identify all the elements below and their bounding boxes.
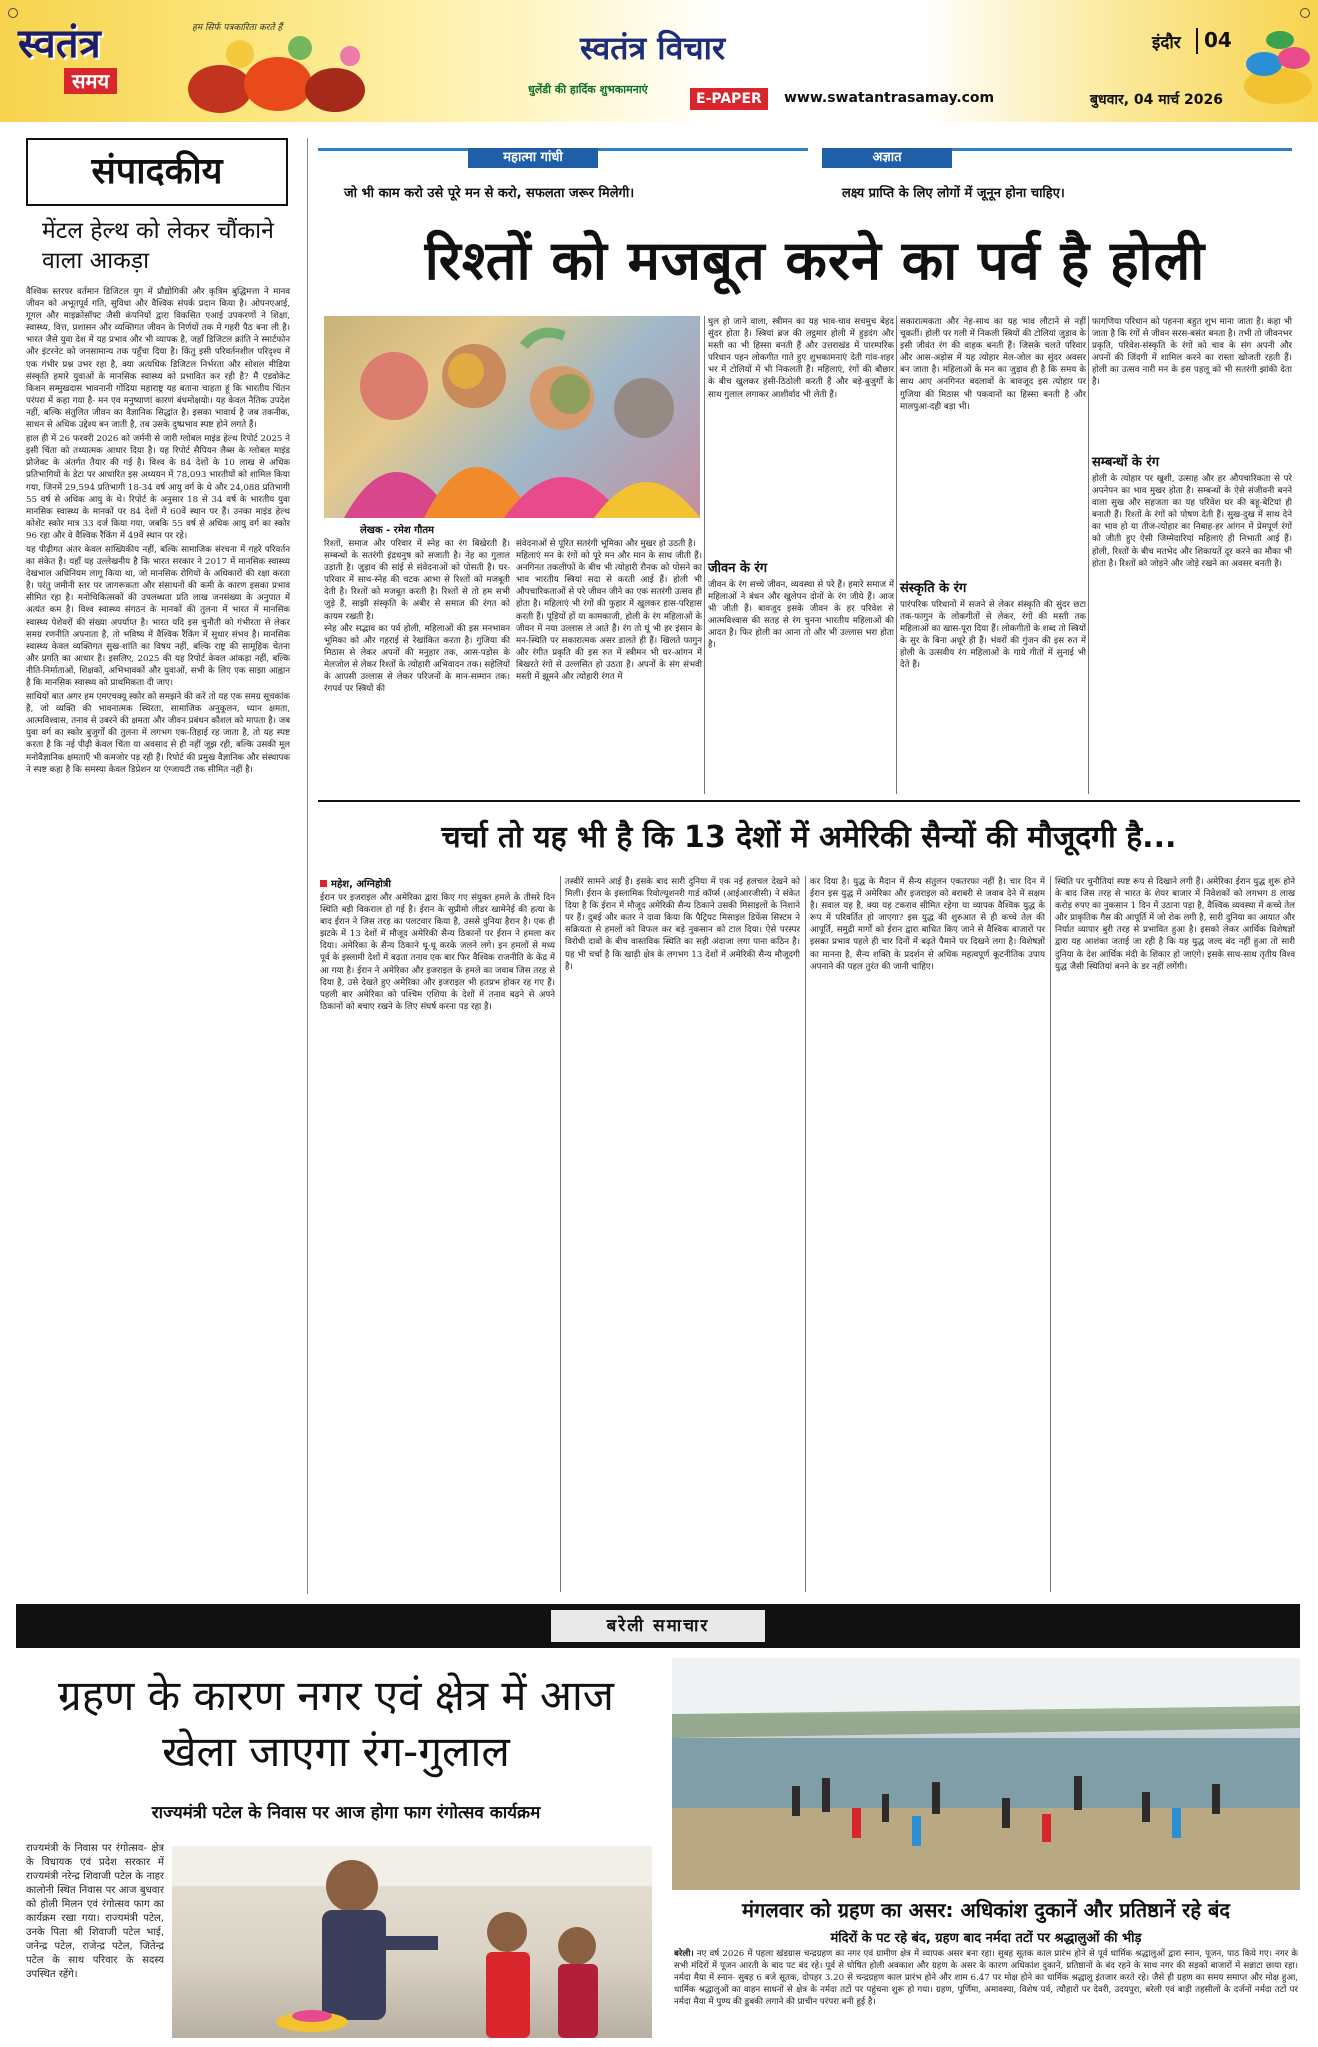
- masthead: [0, 0, 1318, 122]
- holi-col-4: [900, 316, 1086, 794]
- grahan-subhead: राज्यमंत्री पटेल के निवास पर आज होगा फाग रंगोत्सव कार्यक्रम: [151, 1803, 541, 1823]
- col-rule: [560, 876, 561, 1592]
- holi-subhead-jeevan: जीवन के रंग: [708, 561, 768, 576]
- registration-mark: [8, 8, 18, 18]
- website-link[interactable]: www.swatantrasamay.com: [784, 90, 995, 106]
- registration-mark: [1300, 8, 1310, 18]
- editorial-paragraph: वैश्विक स्तरपर वर्तमान डिजिटल युग में प्रौद्योगिकी और कृत्रिम बुद्धिमत्ता ने मानव जीवन को अभूतपूर्व गति, सुविधा और वैश्विक संपर्क प्रदान किया है। ओपनएआई, गूगल और माइक्रोसॉफ्ट जैसी कंपनियों द्वारा विकसित एआई उपकरणों ने शिक्षा, स्वास्थ्य, वित्त, प्रशासन और व्यक्तिगत जीवन के निर्णयों तक में गहरी पैठ बना ली है। भारत जैसे युवा देश में यह प्रभाव और भी व्यापक है, जहाँ डिजिटल क्रांति ने स्मार्टफोन और इंटरनेट को जनसामान्य तक पहुँचा दिया है। किंतु इसी परिवर्तनशील परिदृश्य में एक गंभीर प्रश्न उभर रहा है, क्या अत्यधिक डिजिटल निर्भरता और सोशल मीडिया संस्कृति हमारे युवाओं के मानसिक स्वास्थ्य को प्रभावित कर रही है? मैं एडवोकेट किशन सम्मुखदास भावनानी गोंदिया महाराष्ट्र यह बताना चाहता हूं कि भारतीय चिंतन परंपरा में कहा गया है- मन एव मनुष्याणां कारणं बंधमोक्षयोः। यह केवल नैतिक उपदेश नहीं, बल्कि संतुलित जीवन का वैज्ञानिक सिद्धांत है। इसका भावार्थ है जब तकनीक, साधन से अधिक उद्देश्य बन जाती है, तब उसके दुष्प्रभाव स्पष्ट होने लगते हैं।: [26, 287, 290, 431]
- col-rule: [1050, 876, 1051, 1592]
- byline-square-icon: [320, 880, 327, 887]
- eclipse-body: [674, 1948, 1298, 2044]
- holi-col-4-text: सकारात्मकता और नेह-साथ का यह भाव लौटाने से नहीं चूकतीं। होली पर गली में निकली स्त्रियों की टोलियां जुड़ाव के इसी जीवंत रंग की वाहक बनती हैं। जिसके चलते परिवार और आस-अड़ोस में यह त्योहार मेल-जोल का सुंदर अवसर बन जाता है। महिलाओं के मन का जुड़ाव ही है कि समय के साथ आए अनगिनत बदलावों के बावजूद इस त्योहार पर गुजिया की मिठास भी पकवानों का हिस्सा बनती है और मालपुआ-दही बड़ा भी।: [900, 317, 1086, 412]
- war-col-2: तस्वीरें सामने आई हैं। इसके बाद सारी दुनिया में एक नई हलचल देखने को मिली। ईरान के इस्लामिक रिवोल्यूशनरी गार्ड कॉर्प्स (आईआरजीसी) ने संकेत दिया है कि ईरान में मौजूद अमेरिकी सैन्य ठिकाने उसकी मिसाइलों के निशाने पर हैं। दुबई और कतर ने दावा किया कि पैट्रियट मिसाइल डिफेंस सिस्टम ने सक्रियता से हमलों को विफल कर बड़े नुकसान को टाल दिया। ऐसे परस्पर विरोधी दावों के बीच वास्तविक स्थिति का सही अंदाजा लगा पाना कठिन है। यह भी चर्चा है कि खाड़ी क्षेत्र के लगभग 13 देशों में अमेरिकी सैन्य मौजूदगी है।: [565, 877, 800, 972]
- bareli-section-label: बरेली समाचार: [551, 1610, 765, 1642]
- holi-col-2: संवेदनाओं से पूरित सतरंगी भूमिका और मुखर हो उठती है। महिलाएं मन के रंगों को पूरे मन और मान के साथ जीती हैं। अनगिनत तकलीफों के बीच भी त्योहारी रौनक को पोसने का भाव भारतीय स्त्रियां सदा से करती आई हैं। होली भी औपचारिकताओं से परे जीवन जीने का एक सतरंगी उत्सव ही होता है। महिलाएं भी रंगों की फुहार में खुलकर हास-परिहास करती हैं। पूड़ियों हों या कामकाजी, होली के रंग महिलाओं के जीवन में नया उल्लास ले आते हैं। रंग तो घूं भी हर इंसान के मन-स्थिति पर सकारात्मक असर डालते ही हैं। खिलते फागुन और रंगीत प्रकृति की इस रुत में स्त्रीमन भी घर-आंगन में बिखरते रंगों से उल्लसित हो उठता है। अपनों के संग संभवी मस्ती में झूमने और त्योहारी रंगत में: [516, 539, 702, 683]
- logo-line1: स्वतंत्र: [18, 21, 101, 67]
- eclipse-headline: मंगलवार को ग्रहण का असर: अधिकांश दुकानें और प्रतिष्ठानें रहे बंद: [742, 1898, 1230, 1922]
- logo-line2: समय: [64, 68, 117, 94]
- holi-photo: [324, 316, 700, 518]
- holi-byline: लेखक - रमेश गौतम: [360, 525, 435, 536]
- holi-col-3: [708, 316, 894, 794]
- editorial-column: [26, 138, 308, 1594]
- war-col-1: ईरान पर इजराइल और अमेरिका द्वारा किए गए संयुक्त हमले के तीसरे दिन स्थिति बड़ी विकराल हो गई है। ईरान के सुप्रीमो लीडर खामेनेई की हत्या के बाद ईरान ने जिस तरह का पलटवार किया है, उससे दुनिया हैरान है। एक ही झटके में 13 देशों में मौजूद अमेरिकी सैन्य ठिकानों पर ईरान ने हमला कर दिया। अमेरिका के सैन्य ठिकाने धू-धू करके जलने लगे। इन हमलों से मध्य पूर्व के इस्लामी देशों में बढ़ता तनाव एक बार फिर वैश्विक राजनीति के केंद्र में आ गया है। ईरान ने अमेरिका और इजराइल के हमले का जवाब जिस तरह से दिया है, उसे देखते हुए अमेरिका और इजराइल भी हतप्रभ होकर रह गए हैं। पहली बार अमेरिका को पश्चिम एशिया के देशों में तनाव बढ़ने से अपने ठिकानों को बचाए रखने के लिए संघर्ष करना पड़ रहा है।: [320, 893, 555, 1012]
- section-rule: [318, 800, 1300, 802]
- holi-col-3-text: घुल हो जाने वाला, स्त्रीमन का यह भाव-चाव सचमुच बेहद सुंदर होता है। स्त्रियां ब्रज की लट्ठमार होली में हुड़दंग और मस्ती का भी हिस्सा बनती हैं और उत्तराखंड में पारम्परिक परिधान पहन लोकगीत गाते हुए शुभकामनाएं देती गांव-शहर भर में टोलियों में भी निकलती हैं। महिलाएं, रंगों की बौछार के बीच खुलकर हंसी-ठिठोली करती हैं और बड़े-बुजुर्गों के साथ गुलाल लगाकर आशीर्वाद भी लेती हैं।: [708, 317, 894, 400]
- holi-col-5-text: फागणिया परिधान को पहनना बहुत शुभ माना जाता है। कहा भी जाता है कि रंगों से जीवन सरस-बसंत बनता है। तभी तो जीवनभर प्रकृति, परिवेश-संस्कृति के रंगों को चाव के संग अपनी और अपनों की जिंदगी में शामिल करने का रास्ता खोजती रहती हैं। होली का उत्सव नारी मन के इस पहलू को भी सतरंगी झांकी देता है।: [1092, 317, 1292, 388]
- editorial-label: संपादकीय: [26, 138, 288, 206]
- war-byline-text: महेश, अग्निहोत्री: [331, 879, 391, 890]
- grahan-side-text: राज्यमंत्री के निवास पर रंगोत्सव- क्षेत्र के विधायक एवं प्रदेश सरकार में राज्यमंत्री नरेन्द्र शिवाजी पटेल के नाहर कालोनी स्थित निवास पर आज बुधवार को होली मिलन एवं रंगोत्सव फाग का कार्यक्रम रखा गया। राज्यमंत्री पटेल, उनके पिता श्री शिवाजी पटेल भाई, जनेन्द्र पटेल, राजेन्द्र पटेल, जितेन्द्र पटेल के साथ परिवार के सदस्य उपस्थित रहेंगे।: [26, 1843, 164, 1980]
- holi-subhead-sambandh: सम्बन्धों के रंग: [1092, 455, 1160, 470]
- eclipse-text: नए वर्ष 2026 में पहला खंडग्रास चन्द्रग्रहण का नगर एवं ग्रामीण क्षेत्र में व्यापक असर बना रहा। सुबह सूतक काल प्रारंभ होने से पूर्व धार्मिक श्रद्धालुओं द्वारा स्नान, पूजन, पाठ किये गए। नगर के सभी मंदिरों में पूजन आरती के बाद पट बंद रहे। पूर्व से घोषित होली अवकाश और ग्रहण के असर के कारण अधिकांश दुकानें, प्रतिष्ठानों के बंद रहने के साथ नगर की सड़कों बाजारों में सन्नाटा छाया रहा। नर्मदा मैया में स्नान- सुबह 6 बजे सूतक, दोपहर 3.20 से चन्द्रग्रहण काल प्रारंभ होने और शाम 6.47 पर मोक्ष होने का धार्मिक श्रद्धालु इंतजार करते रहे। जैसे ही ग्रहण का समय समाप्त और मोक्ष हुआ, धार्मिक श्रद्धालुओं का वाहन साधनों से क्षेत्र के नर्मदा तटों पर पहुंचना शुरू हो गया। ग्रहण, पूर्णिमा, अमावस्या, विशेष पर्व, त्यौहारों पर देवरी, उदयपुरा, बरेली एवं बाड़ी तहसीलों के दर्जनों नर्मदा तटों पर नर्मदा मैया में पुण्य की डुबकी लगाने की प्राचीन परंपरा बनी हुई है।: [674, 1949, 1298, 2008]
- narmada-ghat-photo: [672, 1658, 1300, 1890]
- holi-headline: रिश्तों को मजबूत करने का पर्व है होली: [424, 229, 1206, 292]
- rangotsav-photo-illustration: [172, 1846, 652, 2038]
- holi-col-1: रिश्तों, समाज और परिवार में स्नेह का रंग बिखेरती है। सम्बन्धों के सतरंगी इंद्रधनुष को सजाती है। नेह का गुलाल उड़ाती है। जुड़ाव की सांई से संवेदनाओं को पोसती है। घर-परिवार में साथ-स्नेह की चटक आभा से रिश्तों को मजबूती देती है। रिश्तों को मजबूत करती है। रिश्तों से तो हम सभी जुड़े हैं, साझी संस्कृति के अबीर से समाज की रंगत को कायम रखती है। स्नेह और सद्भाव का पर्व होली, महिलाओं की इस मनभावन भूमिका को और गहराई से रेखांकित करता है। गुजिया की मिठास से लेकर अपनों की मनुहार तक, आस-पड़ोस के मेलजोल से लेकर रिश्तों के त्योहारी अभिवादन तक। सहेलियों के आपसी उल्लास से लेकर परिजनों के मान-सम्मान तक। रंगपर्व पर स्त्रियों की: [324, 539, 510, 695]
- rangotsav-photo: [172, 1846, 652, 2038]
- page-number: 04: [1204, 28, 1232, 52]
- editorial-paragraph: यह पीढ़ीगत अंतर केवल सांख्यिकीय नहीं, बल्कि सामाजिक संरचना में गहरे परिवर्तन का संकेत है। यहाँ यह उल्लेखनीय है कि भारत सरकार ने 2017 में मानसिक स्वास्थ्य देखभाल अधिनियम लागू किया था, जो मानसिक रोगियों के अधिकारों की रक्षा करता है। परंतु जमीनी स्तर पर जागरूकता और संसाधनों की कमी के कारण इसका प्रभाव सीमित रहा है। मनोचिकित्सकों की उपलब्धता प्रति लाख जनसंख्या के अनुपात में अत्यंत कम है। विश्व स्वास्थ्य संगठन के मानकों की तुलना में भारत में मानसिक स्वास्थ्य पेशेवरों की संख्या अपर्याप्त है। भारत यदि इस चुनौती को गंभीरता से लेकर समग्र रणनीति अपनाता है, तो भविष्य में वैश्विक रैंकिंग में सुधार संभव है। मानसिक स्वास्थ्य केवल व्यक्तिगत सुख-शांति का विषय नहीं, बल्कि राष्ट्र की सामूहिक चेतना और प्रगति का आधार है। इसलिए, 2025 की यह रिपोर्ट केवल आंकड़ा नहीं, बल्कि नीति-निर्माताओं, शिक्षकों, अभिभावकों और युवाओं, सभी के लिए एक साझा आह्वान है कि मानसिक स्वास्थ्य को प्राथमिकता दी जाए।: [26, 544, 290, 688]
- holi-col-4-text-b: पारंपरिक परिधानों में सजने से लेकर संस्कृति की सुंदर छटा तक-फागुन के लोकगीतों से लेकर, रंगों की मस्ती तक महिलाओं का खास-पूरा दिया हैं। लोकगीतों के शब्द तो स्त्रियों के सुर के बिना अधूरे ही हैं। भंवरों की गुंजन की इस रुत में होली के उत्सवीय रंग महिलाओं के गाये गीतों में सुनाई भी देते हैं।: [900, 600, 1086, 671]
- editorial-headline: मेंटल हेल्थ को लेकर चौंकाने वाला आकड़ा: [42, 218, 274, 274]
- eclipse-subhead: मंदिरों के पट रहे बंद, ग्रहण बाद नर्मदा तटों पर श्रद्धालुओं की भीड़: [830, 1931, 1142, 1946]
- editorial-paragraph: साथियों बात अगर हम एमएचक्यू स्कोर को समझने की करें तो यह एक समग्र सूचकांक है, जो व्यक्ति की भावनात्मक स्थिरता, सामाजिक अनुकूलन, ध्यान क्षमता, आत्मविश्वास, तनाव से उबरने की क्षमता और जीवन प्रबंधन कौशल को मापता है। जब युवा वर्ग का स्कोर बुजुर्गों की तुलना में लगभग एक-तिहाई रह जाता है, तो यह स्पष्ट करता है कि नई पीढ़ी केवल चिंता या अवसाद से ही नहीं जूझ रही, बल्कि उसकी मूल मनोवैज्ञानिक क्षमताएँ भी कमजोर पड़ रही हैं। रिपोर्ट की प्रमुख वैज्ञानिक और संस्थापक ने स्पष्ट कहा है कि समस्या केवल डिप्रेशन या एंग्जायटी तक सीमित नहीं है।: [26, 692, 290, 775]
- pot-mid: [244, 57, 312, 111]
- narmada-ghat-illustration: [672, 1658, 1300, 1890]
- bareli-section-band: [16, 1604, 1300, 1648]
- quote-box-gandhi: [318, 148, 808, 206]
- logo[interactable]: [18, 22, 168, 114]
- quote-box-unknown: [822, 148, 1292, 206]
- holi-pots-illustration: [180, 34, 370, 118]
- war-col-3: कर दिया है। युद्ध के मैदान में सैन्य संतुलन एकतरफा नहीं है। चार दिन में ईरान इस युद्ध में अमेरिका और इजराइल को बराबरी से जवाब देने में सक्षम है। सवाल यह है, क्या यह टकराव सीमित रहेगा या व्यापक वैश्विक युद्ध के रूप में परिवर्तित हो जाएगा? इस युद्ध की शुरुआत से ही कच्चे तेल की आपूर्ति, समुद्री मार्गों को ईरान द्वारा बाधित किए जाने से वैश्विक बाजारों पर इसका प्रभाव पहले ही चार दिनों में बढ़ते पैमाने पर दिखने लगा है। विशेषज्ञों का मानना है, सैन्य शक्ति के प्रदर्शन से अधिक महत्वपूर्ण कूटनीतिक उपाय अपनाने की पहल तुरंत की जानी चाहिए।: [810, 877, 1045, 972]
- issue-date: बुधवार, 04 मार्च 2026: [1090, 92, 1224, 108]
- tagline: हम सिर्फ पत्रकारिता करते हैं: [192, 23, 283, 33]
- quote-tag: महात्मा गांधी: [468, 148, 598, 168]
- grahan-headline: ग्रहण के कारण नगर एवं क्षेत्र में आज खेला जाएगा रंग-गुलाल: [58, 1671, 614, 1776]
- page-divider: [1196, 28, 1198, 54]
- war-col-4: स्थिति पर चुनौतियां स्पष्ट रूप से दिखाने लगी हैं। अमेरिका ईरान युद्ध शुरू होने के बाद जिस तरह से भारत के शेयर बाजार में निवेशकों को लगभग 8 लाख करोड़ रुपए का नुकसान 1 दिन में उठाना पड़ा है, वैश्विक व्यवस्था में कच्चे तेल और प्राकृतिक गैस की आपूर्ति में जो रोक लगी है, सारी दुनिया का आयात और निर्यात व्यापार बुरी तरह से प्रभावित हुआ है। इसको लेकर आर्थिक विशेषज्ञों द्वारा यह आशंका जताई जा रही है कि यह युद्ध जल्द बंद नहीं हुआ तो सारी दुनिया के देश आर्थिक मंदी के शिकार हो जाएंगे। इसके साथ-साथ तृतीय विश्व युद्ध जैसी स्थितियां बनने के डर नहीं लगेंगी।: [1055, 877, 1295, 972]
- holi-photo-illustration: [324, 316, 700, 518]
- epaper-badge[interactable]: E-PAPER: [690, 88, 768, 110]
- color-bowls-illustration: [1240, 24, 1316, 114]
- pot-left: [188, 65, 252, 113]
- holi-col-5: [1092, 316, 1292, 794]
- col-rule: [896, 316, 897, 794]
- col-rule: [1088, 316, 1089, 794]
- quote-text: जो भी काम करो उसे पूरे मन से करो, सफलता जरूर मिलेगी।: [344, 186, 635, 201]
- city: इंदौर: [1152, 33, 1181, 53]
- pot-right: [305, 68, 365, 112]
- greeting: धुलेंडी की हार्दिक शुभकामनाएं: [528, 83, 648, 96]
- holi-col-3-text-b: जीवन के रंग सच्चे जीवन, व्यवस्था से परे हैं। हमारे समाज में महिलाओं ने बंधन और खुलेपन दोनों के रंग जीये हैं। आज भी जीती हैं। बावजूद इसके जीवन के हर परिवेश से आत्मविश्वास की सतह से रंग चुनना भारतीय महिलाओं की आदत है। फिर होली का आना तो और भी उल्लास भरा होता है।: [708, 580, 894, 651]
- quote-text: लक्ष्य प्राप्ति के लिए लोगों में जूनून होना चाहिए।: [842, 186, 1065, 201]
- quote-tag: अज्ञात: [822, 148, 952, 168]
- editorial-body: [26, 286, 298, 1584]
- editorial-paragraph: हाल ही में 26 फरवरी 2026 को जर्मनी से जारी ग्लोबल माइंड हेल्थ रिपोर्ट 2025 ने इसी चिंता को तथ्यात्मक आधार दिया है। यह रिपोर्ट सैपियन लैब्स के ग्लोबल माइंड प्रोजेक्ट के अंतर्गत तैयार की गई है। विश्व के 84 देशों के 10 लाख से अधिक प्रतिभागियों के डेटा पर आधारित इस अध्ययन में 78,093 भारतीयों को शामिल किया गया, जिनमें 29,594 प्रतिभागी 18-34 वर्ष आयु वर्ग के थे और 24,088 प्रतिभागी 55 वर्ष से अधिक आयु के थे। रिपोर्ट के अनुसार 18 से 34 वर्ष के भारतीय युवा मानसिक स्वास्थ्य के मानकों पर 84 देशों में 60वें स्थान पर हैं। उनका माइंड हेल्थ कोशेंट स्कोर मात्र 33 दर्ज किया गया, जबकि 55 वर्ष से अधिक आयु वर्ग का स्कोर 96 रहा और वे वैश्विक रैंकिंग में 49वें स्थान पर रहे।: [26, 434, 290, 541]
- eclipse-dateline: बरेली।: [674, 1949, 694, 1959]
- holi-col-5-text-b: होली के त्योहार पर खुशी, उत्साह और हर औपचारिकता से परे अपनेपन का भाव मुखर होता है। सम्बन्धों के ऐसे संजीवनी बनने वाला सुख और सहजता का यह परिवेश घर की बहू-बेटियां ही बनाती हैं। रिश्तों के रंगों को पोषण देती हैं। सुख-दुख में साथ देने का भाव हो या तीज-त्योहार का निबाह-हर आंगन में प्रेमपूर्ण रंगों को जीती हुए ऐसी जिम्मेदारियां महिलाएं ही निभाती आई हैं। होली, रिश्तों के बीच मतभेद और शिकायतें दूर करने का मौका भी होता है। रिश्तों को जोड़ने और जोड़े रखने का अवसर बनती है।: [1092, 474, 1292, 569]
- section-title: स्वतंत्र विचार: [580, 29, 726, 67]
- col-rule: [704, 316, 705, 794]
- war-headline: चर्चा तो यह भी है कि 13 देशों में अमेरिकी सैन्यों की मौजूदगी है...: [441, 820, 1177, 855]
- war-byline: [320, 876, 391, 890]
- holi-subhead-sanskriti: संस्कृति के रंग: [900, 581, 967, 596]
- col-rule: [805, 876, 806, 1592]
